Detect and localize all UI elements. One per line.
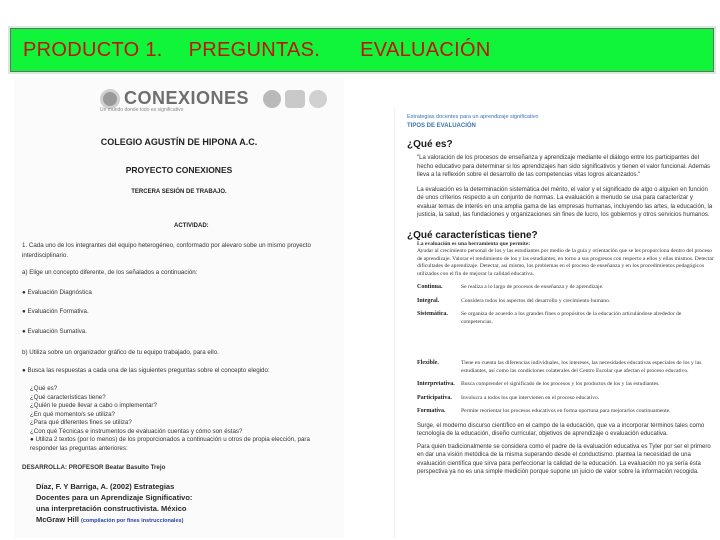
- list-item: ¿Qué características tiene?: [30, 393, 106, 401]
- row-definition: Busca comprender el significado de los procesos y los productos de los y las estudiantes.: [461, 381, 660, 387]
- reference-line: [36, 514, 344, 527]
- tyler-paragraph: Para quien tradicionalmente se considera como el padre de la evaluación educativa es Tyler por ser el primero en dar una visión metódica de la misma superando desde el conductismo. plantea la necesidad de una evaluación científica que sirva para perfeccionar la calidad de la educación. La evaluación no ya sería ésta perspectiva ya no es una simple medición porque supone un juicio de valor sobre la información recogida.: [417, 443, 711, 475]
- title-banner: [10, 28, 714, 72]
- list-item: ● Utiliza 2 textos (por lo menos) de los proporcionados a continuación u otros de propia elección, para responder las preguntas anteriores:: [30, 436, 310, 452]
- evaluation-notes-document: [394, 108, 718, 538]
- row-definition: Se organiza de acuerdo a los grandes fines o propósitos de la educación articulándose alrededor de competencias.: [461, 311, 682, 325]
- table-row: [395, 311, 718, 326]
- list-item: ¿Para qué diferentes fines se utiliza?: [30, 419, 132, 426]
- session-title: TERCERA SESIÓN DE TRABAJO.: [131, 189, 227, 195]
- row-definition: Permite reorientar los procesos educativos en forma oportuna para mejorarlos continuamente.: [461, 408, 671, 414]
- bullet-sumativa: ● Evaluación Sumativa.: [22, 327, 87, 335]
- university-seal-icon: [263, 90, 281, 108]
- conexiones-header: [14, 78, 344, 109]
- activity-heading: ACTIVIDAD:: [174, 223, 209, 229]
- row-definition: Considera todos los aspectos del desarrollo y crecimiento humano.: [461, 297, 611, 304]
- institution-logo-icon: [309, 90, 327, 108]
- answer-definition: "La valoración de los procesos de enseñanza y aprendizaje mediante el diálogo entre los participantes del hecho educativo para determinar si los aprendizajes han sido significativos y tienen el valor funcional. Además lleva a la reflexión sobre el desarrollo de las competencias vitas logros alcanzados.": [417, 155, 711, 178]
- bullet-formativa: ● Evaluación Formativa.: [22, 308, 89, 315]
- table-row: [395, 381, 718, 389]
- page-gap: [395, 326, 718, 354]
- row-term: Integral.: [417, 297, 440, 304]
- school-name: COLEGIO AGUSTÍN DE HIPONA A.C.: [100, 137, 258, 147]
- row-definition: Tiene en cuenta las diferencias individuales, los intereses, las necesidades educativas especiales de los y las estudiantes, así como las condiciones colaterales del Centro Escolar que afectan el proceso educativo.: [461, 360, 702, 374]
- table-row: [395, 360, 718, 375]
- source-header: Estrategias docentes para un aprendizaje significativo: [407, 114, 539, 120]
- banner-producto: PRODUCTO 1.: [23, 38, 163, 61]
- reference-line: una interpretación constructivista. México: [36, 503, 187, 513]
- row-term: Participativa.: [417, 394, 452, 401]
- reference-note: (compilación por fines instruccionales): [81, 517, 184, 524]
- reference-publisher: McGraw Hill: [36, 514, 79, 524]
- row-term: Flexible.: [417, 360, 439, 366]
- row-definition: Se realiza a lo largo de procesos de enseñanza y de aprendizaje.: [461, 284, 604, 290]
- answer-definition-2: La evaluación es la determinación sistemática del mérito, el valor y el significado de algo o alguien en función de unos criterios respecto a un conjunto de normas. La evaluación a menudo se usa para caracterizar y evaluar temas de interés en una amplia gama de las empresas humanas, incluyendo las artes, la educación, la justicia, la salud, las fundaciones y organizaciones sin fines de lucro, los gobiernos y otros servicios humanos.: [417, 186, 713, 218]
- banner-evaluacion: EVALUACIÓN: [360, 38, 491, 61]
- question-que-es: ¿Qué es?: [407, 139, 453, 150]
- developer-credit: DESARROLLA: PROFESOR Beatar Basulto Trejo: [22, 464, 166, 471]
- bullet-diagnostica: ● Evaluación Diagnóstica: [22, 288, 92, 296]
- characteristics-intro: Ayudar al crecimiento personal de los y las estudiantes por medio de la guía y orientación que se les proporciona dentro del proceso de aprendizaje. Valorar el rendimiento de los y las estudiantes, en torno a sus progresos con respecto a ellos y ellas mismos. Detectar dificultades de aprendizaje. Detectar, así mismo, los problemas en el proceso de enseñanza y en los procedimientos pedagógicos utilizados con el fin de mejorar la calidad educativa.: [417, 248, 714, 277]
- list-item: ¿Qué es?: [30, 385, 58, 392]
- characteristics-intro-title: La evaluación es una herramienta que permite:: [417, 240, 531, 247]
- instruction-c: ● Busca las respuestas a cada una de las siguientes preguntas sobre el concepto elegido:: [22, 366, 270, 374]
- table-row: [395, 284, 718, 292]
- section-header: TIPOS DE EVALUACIÓN: [407, 123, 476, 129]
- reference-line: Díaz, F. Y Barriga, A. (2002) Estrategias: [36, 481, 175, 491]
- row-term: Continua.: [417, 284, 443, 290]
- row-term: Sistemática.: [417, 311, 448, 317]
- activity-document: [14, 78, 344, 538]
- list-item: ¿En qué momento/s se utiliza?: [30, 410, 115, 418]
- row-term: Interpretativa.: [417, 381, 455, 387]
- question-caracteristicas: ¿Qué características tiene?: [407, 229, 538, 241]
- conexiones-logo-icon: [100, 89, 120, 109]
- logo-tagline: Un mundo donde todo es significativo: [100, 107, 184, 113]
- banner-preguntas: PREGUNTAS.: [188, 38, 321, 61]
- list-item: ¿Quién le puede llevar a cabo o implementar?: [30, 402, 157, 409]
- table-row: [395, 298, 718, 306]
- instruction-a: a) Elige un concepto diferente, de los señalados a continuación:: [22, 269, 198, 276]
- instruction-b: b) Utiliza sobre un organizador gráfico de tu equipo trabajado, para ello.: [22, 349, 219, 356]
- reference-block: [14, 481, 344, 527]
- list-item: ¿Con qué Técnicas e instrumentos de evaluación cuentas y cómo son éstas?: [30, 427, 243, 435]
- history-paragraph: Surge, el moderno discurso científico en el campo de la educación, que va a incorporar términos tales como tecnología de la educación, diseño curricular, objetivos de aprendizaje o evaluación educativa.: [417, 422, 705, 437]
- reference-line: Docentes para un Aprendizaje Significativo:: [36, 492, 193, 502]
- instruction-1: 1. Cada uno de los integrantes del equipo heterogéneo, conformado por alevaro sobe un mismo proyecto interdisciplinario.: [22, 242, 311, 259]
- conexiones-logo-text: CONEXIONES: [124, 88, 250, 108]
- anniversary-logo-icon: [285, 90, 305, 108]
- table-row: [395, 408, 718, 416]
- question-list: [14, 385, 344, 453]
- table-row: [395, 395, 718, 403]
- row-term: Formativa.: [417, 408, 446, 414]
- project-name: PROYECTO CONEXIONES: [125, 165, 233, 175]
- row-definition: Involucra a todos los que intervienen en el proceso educativo.: [461, 394, 600, 401]
